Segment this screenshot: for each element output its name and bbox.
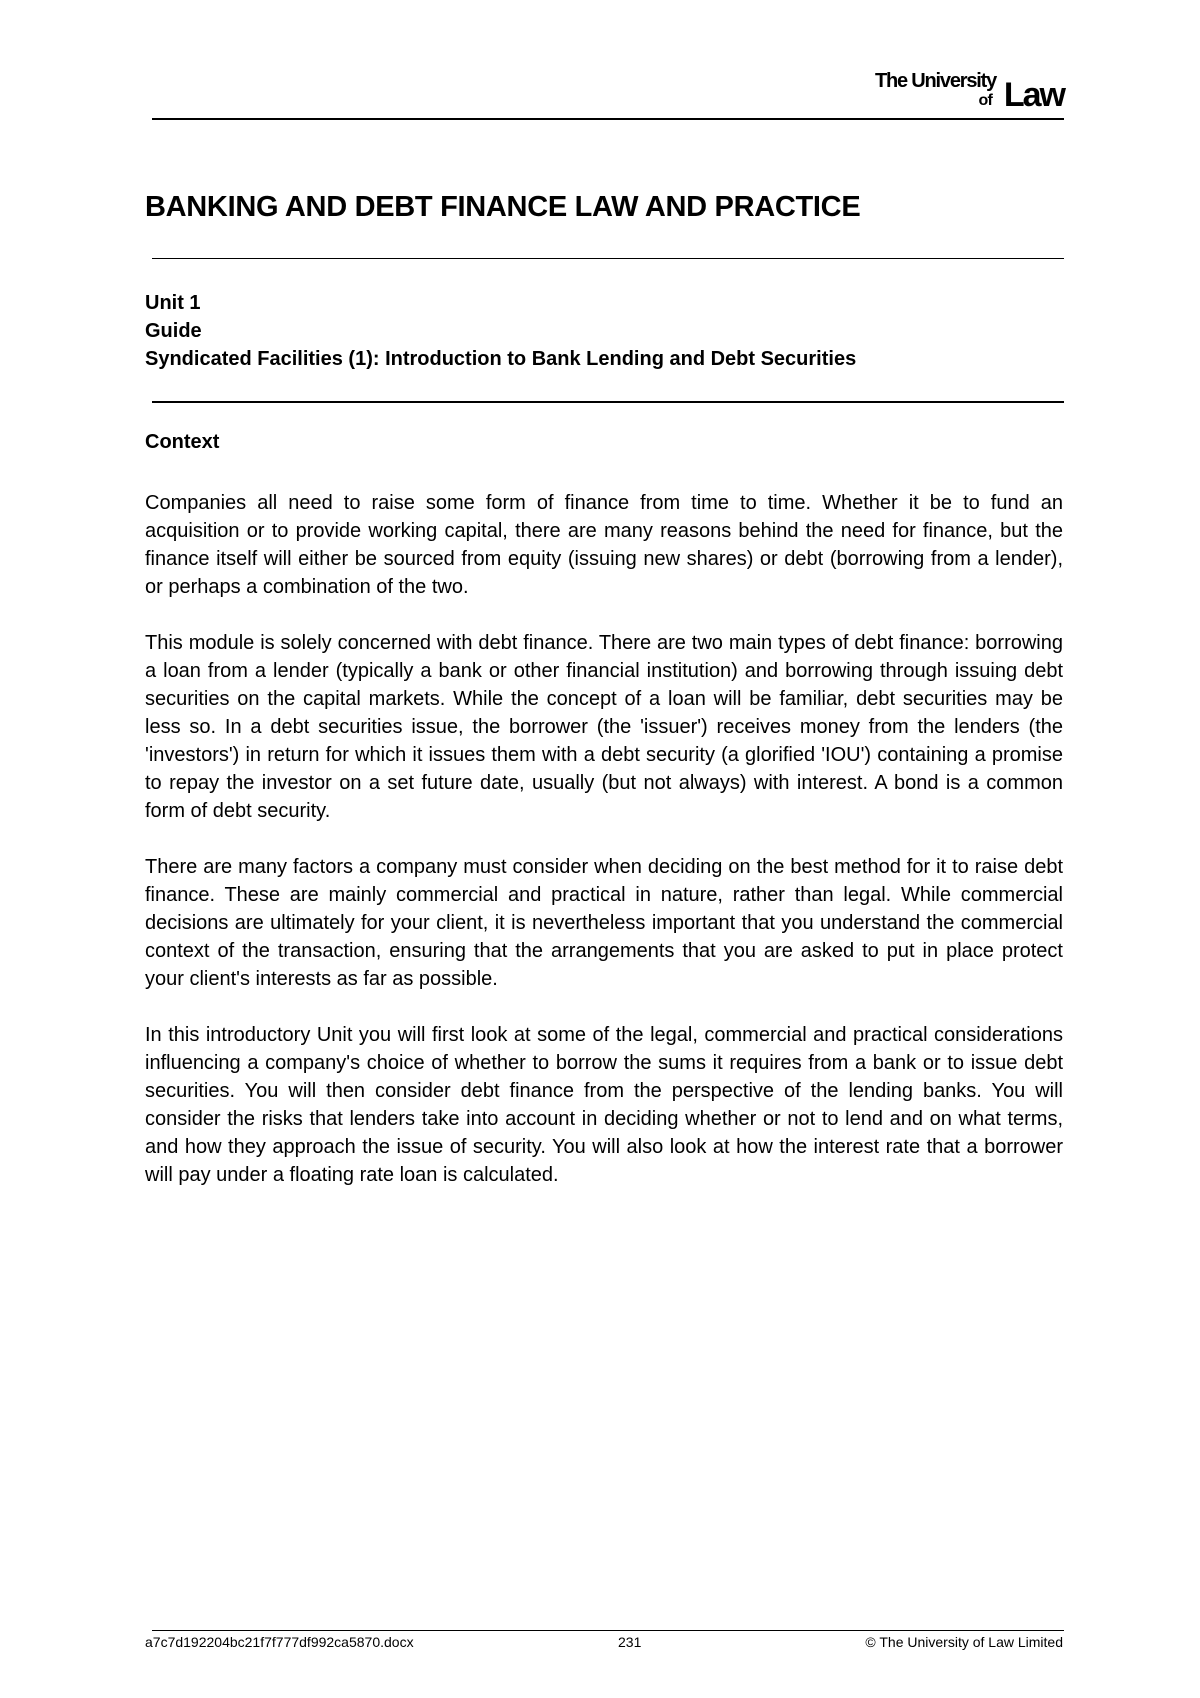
footer-copyright: © The University of Law Limited [865,1634,1063,1650]
context-heading: Context [145,431,220,453]
footer-page-number: 231 [618,1634,642,1650]
unit-subtitle: Syndicated Facilities (1): Introduction to Bank Lending and Debt Securities [145,348,857,370]
header-divider [152,118,1064,120]
logo-word: Law [1003,76,1064,114]
paragraph: This module is solely concerned with debt finance. There are two main types of debt finance: borrowing a loan from a lender (typically a bank or other financial institution) and borrowing through issuing debt securities on the capital markets. While the concept of a loan will be familiar, debt securities may be less so. In a debt securities issue, the borrower (the 'issuer') receives money from the lenders (the 'investors') in return for which it issues them with a debt security (a glorified 'IOU') containing a promise to repay the investor on a set future date, usually (but not always) with interest. A bond is a common form of debt security. [145,632,1063,822]
unit-number: Unit 1 [145,292,201,314]
paragraph: There are many factors a company must consider when deciding on the best method for it to raise debt finance. These are mainly commercial and practical in nature, rather than legal. While commercial decisions are ultimately for your client, it is nevertheless important that you understand the commercial context of the transaction, ensuring that the arrangements that you are asked to put in place protect your client's interests as far as possible. [145,856,1063,990]
document-title: BANKING AND DEBT FINANCE LAW AND PRACTICE [145,191,861,223]
context-body [145,489,1063,1217]
university-logo [844,68,1064,112]
logo-line2: of [978,92,992,109]
unit-block [145,289,856,373]
unit-type: Guide [145,320,202,342]
logo-line1: The University [874,70,996,92]
footer-divider [152,1630,1064,1631]
title-divider [152,258,1064,259]
unit-divider [152,401,1064,403]
paragraph: Companies all need to raise some form of finance from time to time. Whether it be to fund an acquisition or to provide working capital, there are many reasons behind the need for finance, but the finance itself will either be sourced from equity (issuing new shares) or debt (borrowing from a lender), or perhaps a combination of the two. [145,492,1063,598]
footer-filename: a7c7d192204bc21f7f777df992ca5870.docx [145,1634,414,1650]
paragraph: In this introductory Unit you will first look at some of the legal, commercial and practical considerations influencing a company's choice of whether to borrow the sums it requires from a bank or to issue debt securities. You will then consider debt finance from the perspective of the lending banks. You will consider the risks that lenders take into account in deciding whether or not to lend and on what terms, and how they approach the issue of security. You will also look at how the interest rate that a borrower will pay under a floating rate loan is calculated. [145,1024,1063,1186]
